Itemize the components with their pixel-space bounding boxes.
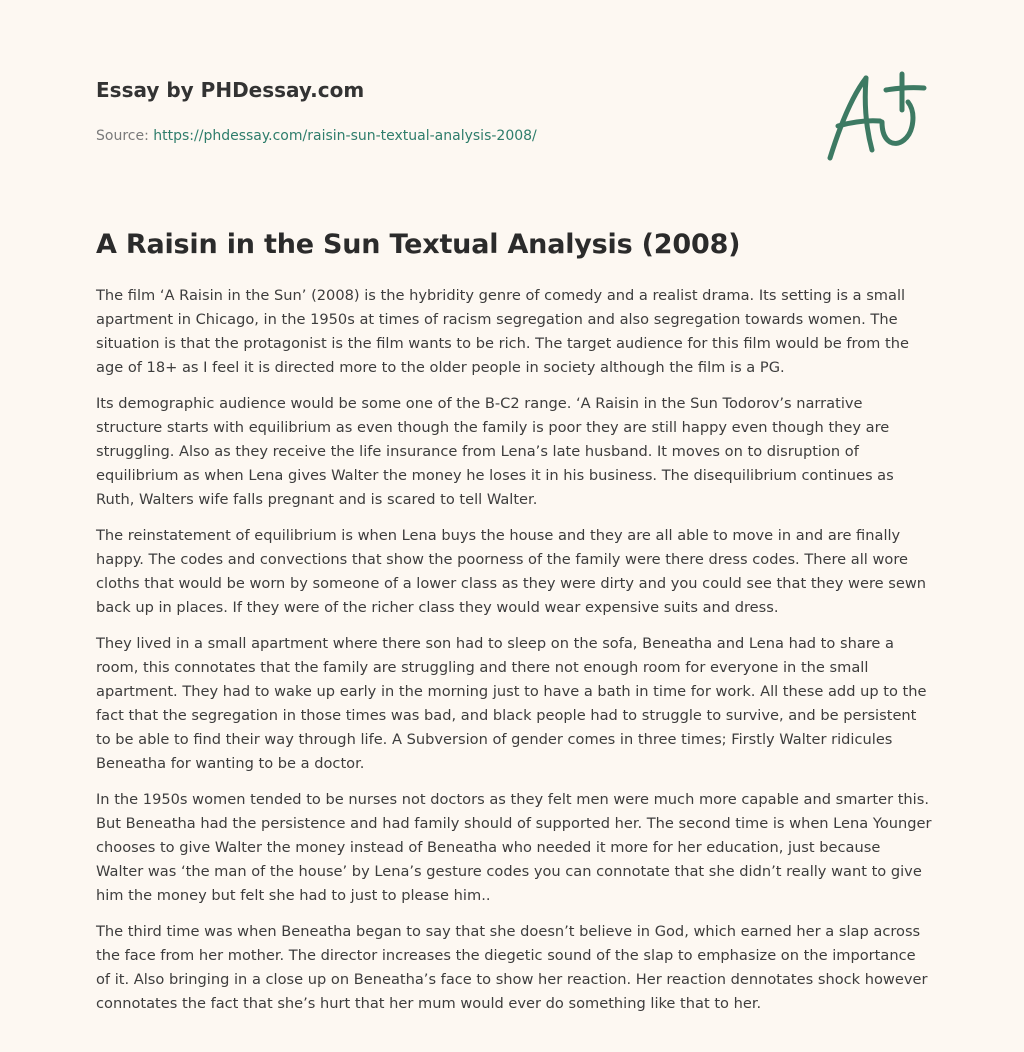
- paragraph: They lived in a small apartment where there son had to sleep on the sofa, Beneatha and Lena had to share a room, this connotates that the family are struggling and there not enough room for everyone in the small apartment. They had to wake up early in the morning just to have a bath in time for work. All these add up to the fact that the segregation in those times was bad, and black people had to struggle to survive, and be persistent to be able to find their way through life. A Subversion of gender comes in three times; Firstly Walter ridicules Beneatha for wanting to be a doctor.: [96, 635, 927, 772]
- source-line: [96, 126, 796, 146]
- a-plus-logo-icon: [822, 66, 932, 166]
- paragraph: Its demographic audience would be some one of the B-C2 range. ‘A Raisin in the Sun Todorov’s narrative structure starts with equilibrium as even though the family is poor they are still happy even though they are struggling. Also as they receive the life insurance from Lena’s late husband. It moves on to disruption of equilibrium as when Lena gives Walter the money he loses it in his business. The disequilibrium continues as Ruth, Walters wife falls pregnant and is scared to tell Walter.: [96, 395, 894, 508]
- source-link[interactable]: https://phdessay.com/raisin-sun-textual-analysis-2008/: [153, 128, 537, 144]
- article: [96, 226, 932, 1028]
- site-brand: Essay by PHDessay.com: [96, 78, 365, 102]
- paragraph: In the 1950s women tended to be nurses not doctors as they felt men were much more capable and smarter this. But Beneatha had the persistence and had family should of supported her. The second time is when Lena Younger chooses to give Walter the money instead of Beneatha who needed it more for her education, just because Walter was ‘the man of the house’ by Lena’s gesture codes you can connotate that she didn’t really want to give him the money but felt she had to just to please him..: [96, 791, 932, 904]
- paragraph: The reinstatement of equilibrium is when Lena buys the house and they are all able to move in and are finally happy. The codes and convections that show the poorness of the family were there dress codes. There all wore cloths that would be worn by someone of a lower class as they were dirty and you could see that they were sewn back up in places. If they were of the richer class they would wear expensive suits and dress.: [96, 527, 927, 616]
- page-header: [96, 76, 796, 146]
- article-title: A Raisin in the Sun Textual Analysis (2008): [96, 229, 741, 260]
- paragraph: The film ‘A Raisin in the Sun’ (2008) is the hybridity genre of comedy and a realist drama. Its setting is a small apartment in Chicago, in the 1950s at times of racism segregation and also segregation towards women. The situation is that the protagonist is the film wants to be rich. The target audience for this film would be from the age of 18+ as I feel it is directed more to the older people in society although the film is a PG.: [96, 287, 909, 376]
- source-label: Source:: [96, 128, 154, 144]
- paragraph: The third time was when Beneatha began to say that she doesn’t believe in God, which earned her a slap across the face from her mother. The director increases the diegetic sound of the slap to emphasize on the importance of it. Also bringing in a close up on Beneatha’s face to show her reaction. Her reaction dennotates shock however connotates the fact that she’s hurt that her mum would ever do something like that to her.: [96, 923, 928, 1012]
